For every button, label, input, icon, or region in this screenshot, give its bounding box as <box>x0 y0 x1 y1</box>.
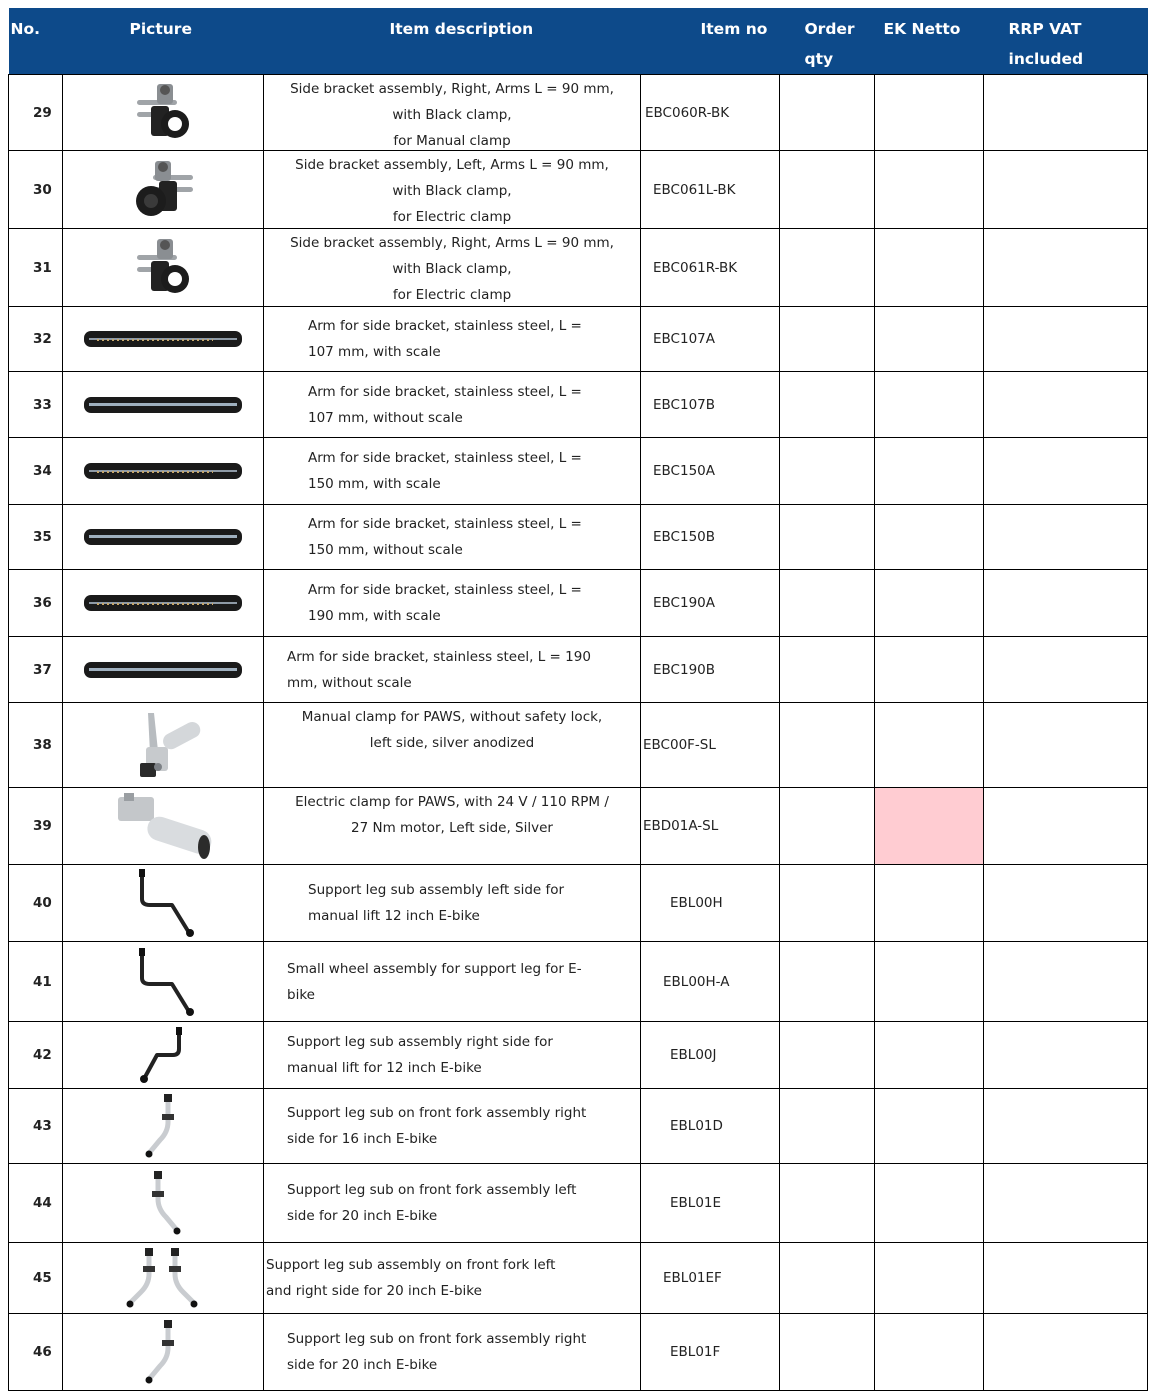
description-line: Electric clamp for PAWS, with 24 V / 110 RPM / <box>295 794 609 810</box>
description-line: Arm for side bracket, stainless steel, L = <box>308 516 582 532</box>
row-item-no: EBC107A <box>641 307 780 372</box>
ek-netto-cell <box>875 637 984 703</box>
row-item-no: EBL00H <box>641 865 780 942</box>
col-header-picture-label: Picture <box>129 20 192 38</box>
support-leg-left-icon <box>128 946 198 1018</box>
row-number: 42 <box>9 1022 63 1089</box>
col-header-rrp-line2: included <box>1008 50 1084 68</box>
description-line: 107 mm, without scale <box>308 409 463 426</box>
header-row <box>9 8 1148 75</box>
order-qty-cell[interactable] <box>780 570 875 637</box>
description-text <box>264 789 640 863</box>
description-line: Arm for side bracket, stainless steel, L = <box>308 318 582 334</box>
description-line: for Manual clamp <box>393 132 511 149</box>
description-line: for Electric clamp <box>392 208 512 225</box>
row-description <box>264 438 641 505</box>
ek-netto-cell <box>875 505 984 570</box>
rrp-cell <box>984 1314 1148 1391</box>
row-item-no: EBL00J <box>641 1022 780 1089</box>
description-line: Support leg sub on front fork assembly right <box>287 1331 587 1347</box>
row-description <box>264 637 641 703</box>
row-number: 41 <box>9 942 63 1022</box>
description-text <box>264 152 640 228</box>
col-header-picture <box>63 8 264 75</box>
row-item-no: EBD01A-SL <box>641 788 780 865</box>
description-text <box>264 76 640 150</box>
order-qty-cell[interactable] <box>780 1089 875 1164</box>
ek-netto-cell <box>875 438 984 505</box>
rrp-cell <box>984 229 1148 307</box>
arm-without-scale-icon <box>83 527 243 547</box>
row-description <box>264 151 641 229</box>
description-line: Support leg sub on front fork assembly left <box>287 1182 577 1198</box>
row-picture <box>63 505 264 570</box>
row-item-no: EBC150B <box>641 505 780 570</box>
support-leg-left-icon <box>128 867 198 939</box>
description-line: Arm for side bracket, stainless steel, L = <box>308 582 582 598</box>
description-line: manual lift 12 inch E-bike <box>308 908 480 924</box>
rrp-cell <box>984 788 1148 865</box>
row-number: 46 <box>9 1314 63 1391</box>
description-line: side for 20 inch E-bike <box>287 1208 438 1224</box>
arm-with-scale-icon <box>83 461 243 481</box>
row-number: 35 <box>9 505 63 570</box>
rrp-cell <box>984 75 1148 151</box>
row-item-no: EBL01E <box>641 1164 780 1243</box>
rrp-cell <box>984 505 1148 570</box>
row-item-no: EBC061L-BK <box>641 151 780 229</box>
row-number: 37 <box>9 637 63 703</box>
description-line: for Electric clamp <box>392 286 512 303</box>
order-qty-cell[interactable] <box>780 1314 875 1391</box>
description-line: Support leg sub assembly left side for <box>308 882 565 898</box>
order-qty-cell[interactable] <box>780 372 875 438</box>
rrp-cell <box>984 942 1148 1022</box>
order-qty-cell[interactable] <box>780 865 875 942</box>
side-bracket-right-icon <box>123 80 203 146</box>
col-header-item-no <box>641 8 780 75</box>
ek-netto-cell <box>875 1164 984 1243</box>
side-bracket-left-icon <box>123 157 203 223</box>
rrp-cell <box>984 372 1148 438</box>
row-picture <box>63 151 264 229</box>
description-line: 27 Nm motor, Left side, Silver <box>351 820 553 836</box>
rrp-cell <box>984 570 1148 637</box>
row-item-no: EBL01EF <box>641 1243 780 1314</box>
table-row <box>9 75 1148 151</box>
order-qty-cell[interactable] <box>780 1164 875 1243</box>
description-line: Arm for side bracket, stainless steel, L = 190 <box>287 648 591 665</box>
description-line: Arm for side bracket, stainless steel, L = <box>308 383 582 400</box>
front-fork-leg-right-icon <box>138 1092 188 1160</box>
ek-netto-cell <box>875 229 984 307</box>
ek-netto-cell <box>875 1314 984 1391</box>
description-line: Side bracket assembly, Left, Arms L = 90 mm, <box>295 156 609 173</box>
description-line: 150 mm, without scale <box>308 542 463 558</box>
description-line: side for 16 inch E-bike <box>287 1131 438 1147</box>
table-row <box>9 865 1148 942</box>
table-row <box>9 637 1148 703</box>
col-header-ek-netto-label: EK Netto <box>883 20 961 38</box>
description-line: with Black clamp, <box>392 106 512 123</box>
table-row <box>9 505 1148 570</box>
row-item-no: EBC060R-BK <box>641 75 780 151</box>
order-qty-cell[interactable] <box>780 151 875 229</box>
side-bracket-right-icon <box>123 235 203 301</box>
manual-clamp-icon <box>118 707 208 783</box>
row-description <box>264 865 641 942</box>
row-number: 39 <box>9 788 63 865</box>
description-line: Support leg sub assembly right side for <box>287 1034 553 1050</box>
order-qty-cell[interactable] <box>780 637 875 703</box>
table-row <box>9 942 1148 1022</box>
row-description <box>264 788 641 865</box>
rrp-cell <box>984 865 1148 942</box>
ek-netto-cell <box>875 307 984 372</box>
row-number: 44 <box>9 1164 63 1243</box>
order-qty-cell[interactable] <box>780 788 875 865</box>
row-picture <box>63 229 264 307</box>
row-picture <box>63 1314 264 1391</box>
col-header-description-label: Item description <box>389 20 534 38</box>
description-line: Side bracket assembly, Right, Arms L = 90 mm, <box>290 80 614 97</box>
row-picture <box>63 637 264 703</box>
row-number: 31 <box>9 229 63 307</box>
row-item-no: EBC107B <box>641 372 780 438</box>
table-row <box>9 1243 1148 1314</box>
row-description <box>264 942 641 1022</box>
row-item-no: EBC061R-BK <box>641 229 780 307</box>
ek-netto-cell <box>875 372 984 438</box>
arm-with-scale-icon <box>83 329 243 349</box>
row-picture <box>63 865 264 942</box>
row-item-no: EBC190A <box>641 570 780 637</box>
order-qty-cell[interactable] <box>780 307 875 372</box>
arm-without-scale-icon <box>83 660 243 680</box>
row-number: 40 <box>9 865 63 942</box>
row-description <box>264 1022 641 1089</box>
rrp-cell <box>984 1164 1148 1243</box>
description-text <box>264 230 640 306</box>
row-description <box>264 1314 641 1391</box>
order-qty-cell[interactable] <box>780 438 875 505</box>
table-row <box>9 788 1148 865</box>
order-qty-cell[interactable] <box>780 75 875 151</box>
row-picture <box>63 788 264 865</box>
description-line: side for 20 inch E-bike <box>287 1357 438 1373</box>
description-line: Manual clamp for PAWS, without safety lock, <box>301 709 603 725</box>
rrp-cell <box>984 1089 1148 1164</box>
ek-netto-cell <box>875 75 984 151</box>
table-row <box>9 570 1148 637</box>
row-description <box>264 703 641 788</box>
row-item-no: EBC150A <box>641 438 780 505</box>
description-line: manual lift for 12 inch E-bike <box>287 1060 482 1076</box>
col-header-no <box>9 8 63 75</box>
row-number: 33 <box>9 372 63 438</box>
row-item-no: EBC00F-SL <box>641 703 780 788</box>
row-picture <box>63 372 264 438</box>
row-description <box>264 307 641 372</box>
table-row <box>9 703 1148 788</box>
order-qty-cell[interactable] <box>780 229 875 307</box>
row-description <box>264 570 641 637</box>
row-number: 38 <box>9 703 63 788</box>
description-line: Side bracket assembly, Right, Arms L = 90 mm, <box>290 234 614 251</box>
col-header-description <box>264 8 641 75</box>
description-line: 190 mm, with scale <box>308 608 441 624</box>
row-number: 32 <box>9 307 63 372</box>
row-number: 36 <box>9 570 63 637</box>
row-description <box>264 372 641 438</box>
description-line: Small wheel assembly for support leg for E- <box>287 960 582 977</box>
electric-clamp-icon <box>108 791 218 861</box>
order-qty-cell[interactable] <box>780 703 875 788</box>
table-row <box>9 1089 1148 1164</box>
description-line: Support leg sub on front fork assembly right <box>287 1105 587 1121</box>
row-picture <box>63 307 264 372</box>
order-qty-cell[interactable] <box>780 942 875 1022</box>
col-header-order-line1: Order <box>804 20 855 38</box>
front-fork-leg-right-icon <box>138 1318 188 1386</box>
description-line: Support leg sub assembly on front fork left <box>266 1257 556 1273</box>
description-text <box>264 704 640 786</box>
row-description <box>264 1164 641 1243</box>
arm-without-scale-icon <box>83 395 243 415</box>
col-header-rrp <box>984 8 1148 75</box>
ek-netto-cell <box>875 942 984 1022</box>
row-number: 30 <box>9 151 63 229</box>
rrp-cell <box>984 438 1148 505</box>
order-qty-cell[interactable] <box>780 505 875 570</box>
row-item-no: EBL01F <box>641 1314 780 1391</box>
row-item-no: EBL00H-A <box>641 942 780 1022</box>
ek-netto-cell-highlighted <box>875 788 984 865</box>
row-item-no: EBC190B <box>641 637 780 703</box>
row-number: 34 <box>9 438 63 505</box>
col-header-item-no-label: Item no <box>700 20 768 38</box>
row-description <box>264 75 641 151</box>
rrp-cell <box>984 1022 1148 1089</box>
rrp-cell <box>984 637 1148 703</box>
ek-netto-cell <box>875 570 984 637</box>
rrp-cell <box>984 703 1148 788</box>
table-row <box>9 372 1148 438</box>
row-number: 29 <box>9 75 63 151</box>
table-row <box>9 307 1148 372</box>
description-line: 107 mm, with scale <box>308 344 441 360</box>
parts-table <box>8 8 1148 1391</box>
row-number: 43 <box>9 1089 63 1164</box>
row-picture <box>63 570 264 637</box>
ek-netto-cell <box>875 703 984 788</box>
row-description <box>264 505 641 570</box>
table-row <box>9 229 1148 307</box>
ek-netto-cell <box>875 151 984 229</box>
description-line: with Black clamp, <box>392 182 512 199</box>
description-line: left side, silver anodized <box>369 735 535 751</box>
row-picture <box>63 703 264 788</box>
ek-netto-cell <box>875 1089 984 1164</box>
table-row <box>9 1164 1148 1243</box>
order-qty-cell[interactable] <box>780 1243 875 1314</box>
row-picture <box>63 1164 264 1243</box>
col-header-ek-netto <box>875 8 984 75</box>
ek-netto-cell <box>875 1243 984 1314</box>
description-line: and right side for 20 inch E-bike <box>266 1283 482 1299</box>
description-line: with Black clamp, <box>392 260 512 277</box>
row-number: 45 <box>9 1243 63 1314</box>
row-picture <box>63 75 264 151</box>
table-row <box>9 1314 1148 1391</box>
table-row <box>9 438 1148 505</box>
row-picture <box>63 1243 264 1314</box>
arm-with-scale-icon <box>83 593 243 613</box>
front-fork-leg-pair-icon <box>123 1246 203 1310</box>
description-line: 150 mm, with scale <box>308 476 441 492</box>
row-picture <box>63 942 264 1022</box>
row-description <box>264 1089 641 1164</box>
description-line: bike <box>287 986 315 1003</box>
description-line: Arm for side bracket, stainless steel, L = <box>308 450 582 466</box>
rrp-cell <box>984 151 1148 229</box>
support-leg-right-icon <box>133 1025 193 1085</box>
col-header-order-qty <box>780 8 875 75</box>
order-qty-cell[interactable] <box>780 1022 875 1089</box>
row-picture <box>63 1022 264 1089</box>
row-picture <box>63 1089 264 1164</box>
col-header-rrp-line1: RRP VAT <box>1008 20 1082 38</box>
row-description <box>264 1243 641 1314</box>
table-row <box>9 1022 1148 1089</box>
rrp-cell <box>984 307 1148 372</box>
ek-netto-cell <box>875 1022 984 1089</box>
row-item-no: EBL01D <box>641 1089 780 1164</box>
description-line: mm, without scale <box>287 674 412 691</box>
table-row <box>9 151 1148 229</box>
rrp-cell <box>984 1243 1148 1314</box>
row-description <box>264 229 641 307</box>
col-header-order-line2: qty <box>804 50 834 68</box>
ek-netto-cell <box>875 865 984 942</box>
col-header-no-label: No. <box>10 20 41 38</box>
front-fork-leg-left-icon <box>138 1169 188 1237</box>
row-picture <box>63 438 264 505</box>
